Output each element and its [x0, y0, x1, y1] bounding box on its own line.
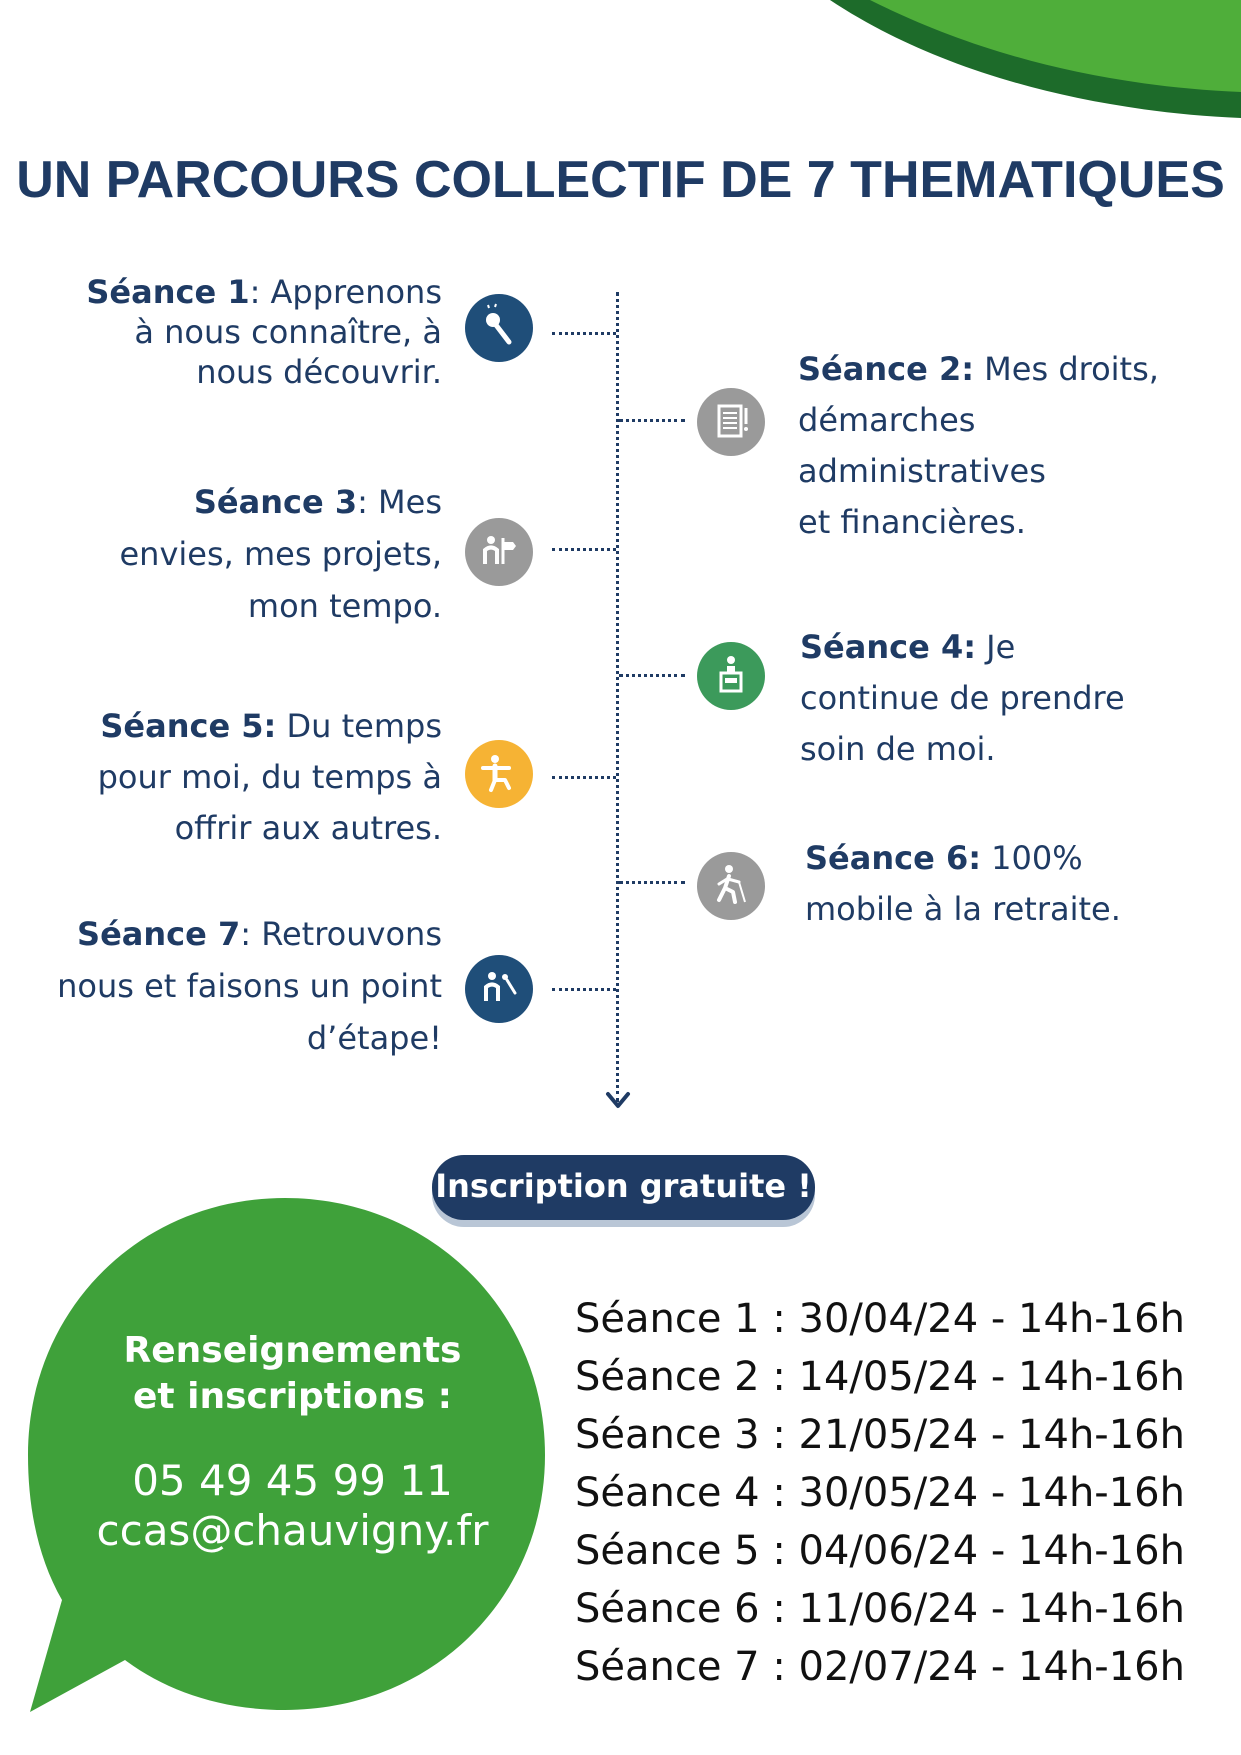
contact-email[interactable]: ccas@chauvigny.fr	[96, 1506, 489, 1555]
microphone-icon	[465, 294, 533, 362]
connector-2	[619, 419, 685, 422]
session-2-text: Séance 2: Mes droits, démarches administratives et financières.	[798, 350, 1159, 541]
contact-title: Renseignements et inscriptions :	[123, 1330, 462, 1417]
connector-7	[552, 988, 616, 991]
session-7-text: Séance 7: Retrouvons nous et faisons un point d’étape!	[57, 915, 442, 1057]
schedule-item: Séance 6 : 11/06/24 - 14h-16h	[575, 1586, 1185, 1632]
connector-4	[619, 674, 685, 677]
connector-6	[619, 881, 685, 884]
person-walking-cane-icon	[697, 852, 765, 920]
schedule-item: Séance 5 : 04/06/24 - 14h-16h	[575, 1528, 1185, 1574]
contact-phone[interactable]: 05 49 45 99 11	[132, 1456, 453, 1505]
registration-badge: Inscription gratuite !	[432, 1155, 815, 1220]
schedule-item: Séance 2 : 14/05/24 - 14h-16h	[575, 1354, 1185, 1400]
connector-5	[552, 776, 616, 779]
connector-1	[552, 332, 616, 335]
person-pointing-icon	[465, 955, 533, 1023]
person-exercise-icon	[465, 740, 533, 808]
person-signpost-icon	[465, 518, 533, 586]
person-podium-icon	[697, 642, 765, 710]
session-1-text: Séance 1: Apprenons à nous connaître, à nous découvrir.	[86, 273, 442, 391]
connector-3	[552, 548, 616, 551]
schedule-item: Séance 3 : 21/05/24 - 14h-16h	[575, 1412, 1185, 1458]
schedule-item: Séance 1 : 30/04/24 - 14h-16h	[575, 1296, 1185, 1342]
session-4-text: Séance 4: Je continue de prendre soin de moi.	[800, 628, 1125, 768]
schedule-list	[570, 1290, 1190, 1696]
document-icon	[697, 388, 765, 456]
session-6-text: Séance 6: 100% mobile à la retraite.	[805, 839, 1121, 928]
schedule-item: Séance 4 : 30/05/24 - 14h-16h	[575, 1470, 1185, 1516]
timeline-arrow-icon	[604, 1090, 632, 1112]
session-3-text: Séance 3: Mes envies, mes projets, mon tempo.	[119, 483, 442, 625]
page-title: UN PARCOURS COLLECTIF DE 7 THEMATIQUES	[16, 151, 1225, 209]
session-5-text: Séance 5: Du temps pour moi, du temps à offrir aux autres.	[97, 707, 442, 847]
timeline-line	[616, 292, 619, 1102]
schedule-item: Séance 7 : 02/07/24 - 14h-16h	[575, 1644, 1185, 1690]
header-swoosh-decoration	[0, 0, 1241, 130]
